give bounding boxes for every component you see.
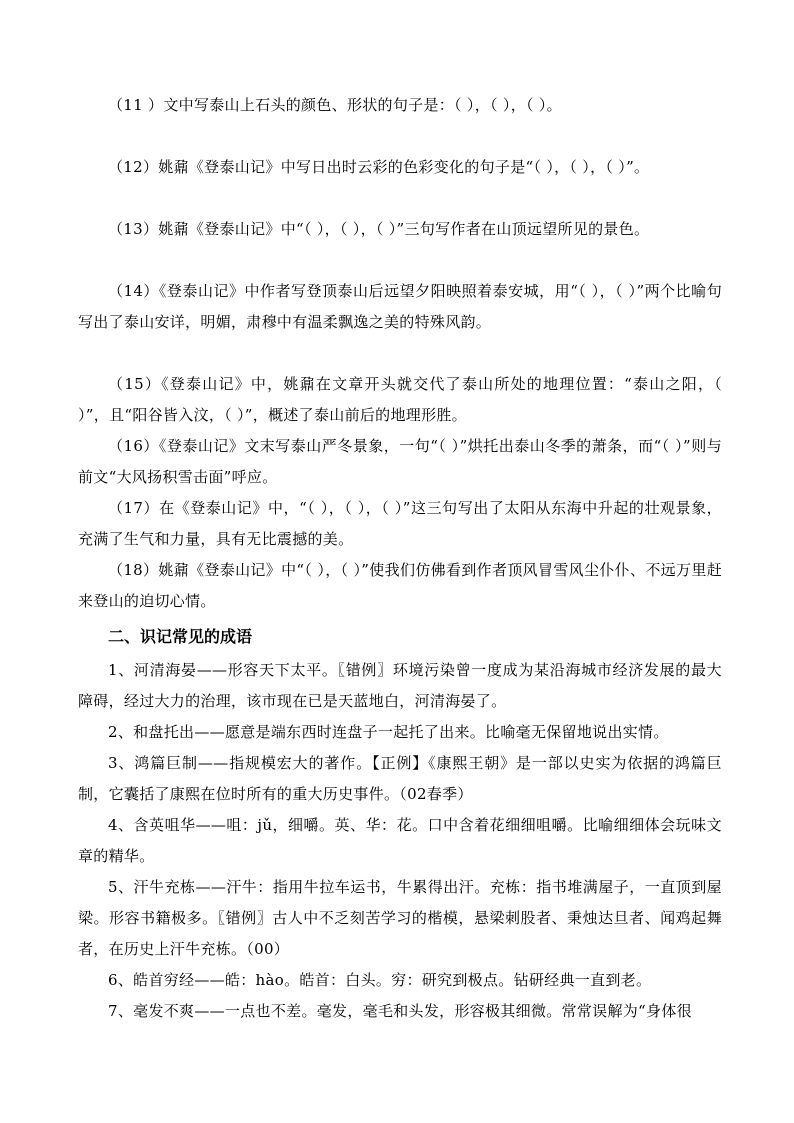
question-14: （14）《登泰山记》中作者写登顶泰山后远望夕阳映照着泰安城，用“（ ），（ ）”两个比喻句写出了泰山安详，明媚，肃穆中有温柔飘逸之美的特殊风韵。 xyxy=(78,282,722,331)
question-18: （18）姚鼐《登泰山记》中“（ ），（ ）”使我们仿佛看到作者顶风冒雪风尘仆仆、不远万里赶来登山的迫切心情。 xyxy=(78,561,722,610)
idiom-1: 1、河清海晏——形容天下太平。〖错例〗环境污染曾一度成为某沿海城市经济发展的最大障碍，经过大力的治理，该市现在已是天蓝地白，河清海晏了。 xyxy=(78,661,722,710)
idiom-7: 7、毫发不爽——一点也不差。毫发，毫毛和头发，形容极其细微。常常误解为“身体很 xyxy=(108,1002,692,1020)
question-16: （16）《登泰山记》文末写泰山严冬景象，一句“（ ）”烘托出泰山冬季的萧条，而“（ ）”则与前文“大风扬积雪击面”呼应。 xyxy=(78,437,722,486)
question-13: （13）姚鼐《登泰山记》中“（ ），（ ），（ ）”三句写作者在山顶远望所见的景色。 xyxy=(108,220,650,238)
idiom-5: 5、汗牛充栋——汗牛：指用牛拉车运书，牛累得出汗。充栋：指书堆满屋子，一直顶到屋梁。形容书籍极多。〖错例〗古人中不乏刻苦学习的楷模，悬梁刺股者、秉烛达旦者、闻鸡起舞者，在历史上汗牛充栋。（00） xyxy=(78,878,722,958)
question-17: （17）在《登泰山记》中，“（ ），（ ），（ ）”这三句写出了太阳从东海中升起的壮观景象，充满了生气和力量，具有无比震撼的美。 xyxy=(78,499,722,548)
question-15: （15）《登泰山记》中，姚鼐在文章开头就交代了泰山所处的地理位置：“泰山之阳，（ ）”，且“阳谷皆入汶，（ ）”，概述了泰山前后的地理形胜。 xyxy=(78,375,722,424)
idiom-3: 3、鸿篇巨制——指规模宏大的著作。【正例】《康熙王朝》是一部以史实为依据的鸿篇巨制，它囊括了康熙在位时所有的重大历史事件。（02春季） xyxy=(78,754,722,803)
question-11: （11 ）文中写泰山上石头的颜色、形状的句子是：（ ），（ ），（ ）。 xyxy=(108,96,562,114)
idiom-4: 4、含英咀华——咀：jǔ，细嚼。英、华：花。口中含着花细细咀嚼。比喻细细体会玩味文章的精华。 xyxy=(78,816,722,865)
idiom-2: 2、和盘托出——愿意是端东西时连盘子一起托了出来。比喻毫无保留地说出实情。 xyxy=(108,723,669,741)
idiom-6: 6、皓首穷经——皓：hào。皓首：白头。穷：研究到极点。钻研经典一直到老。 xyxy=(108,971,652,989)
section-title: 二、识记常见的成语 xyxy=(108,627,253,646)
question-12: （12）姚鼐《登泰山记》中写日出时云彩的色彩变化的句子是“（ ），（ ），（ ）”。 xyxy=(108,158,650,176)
